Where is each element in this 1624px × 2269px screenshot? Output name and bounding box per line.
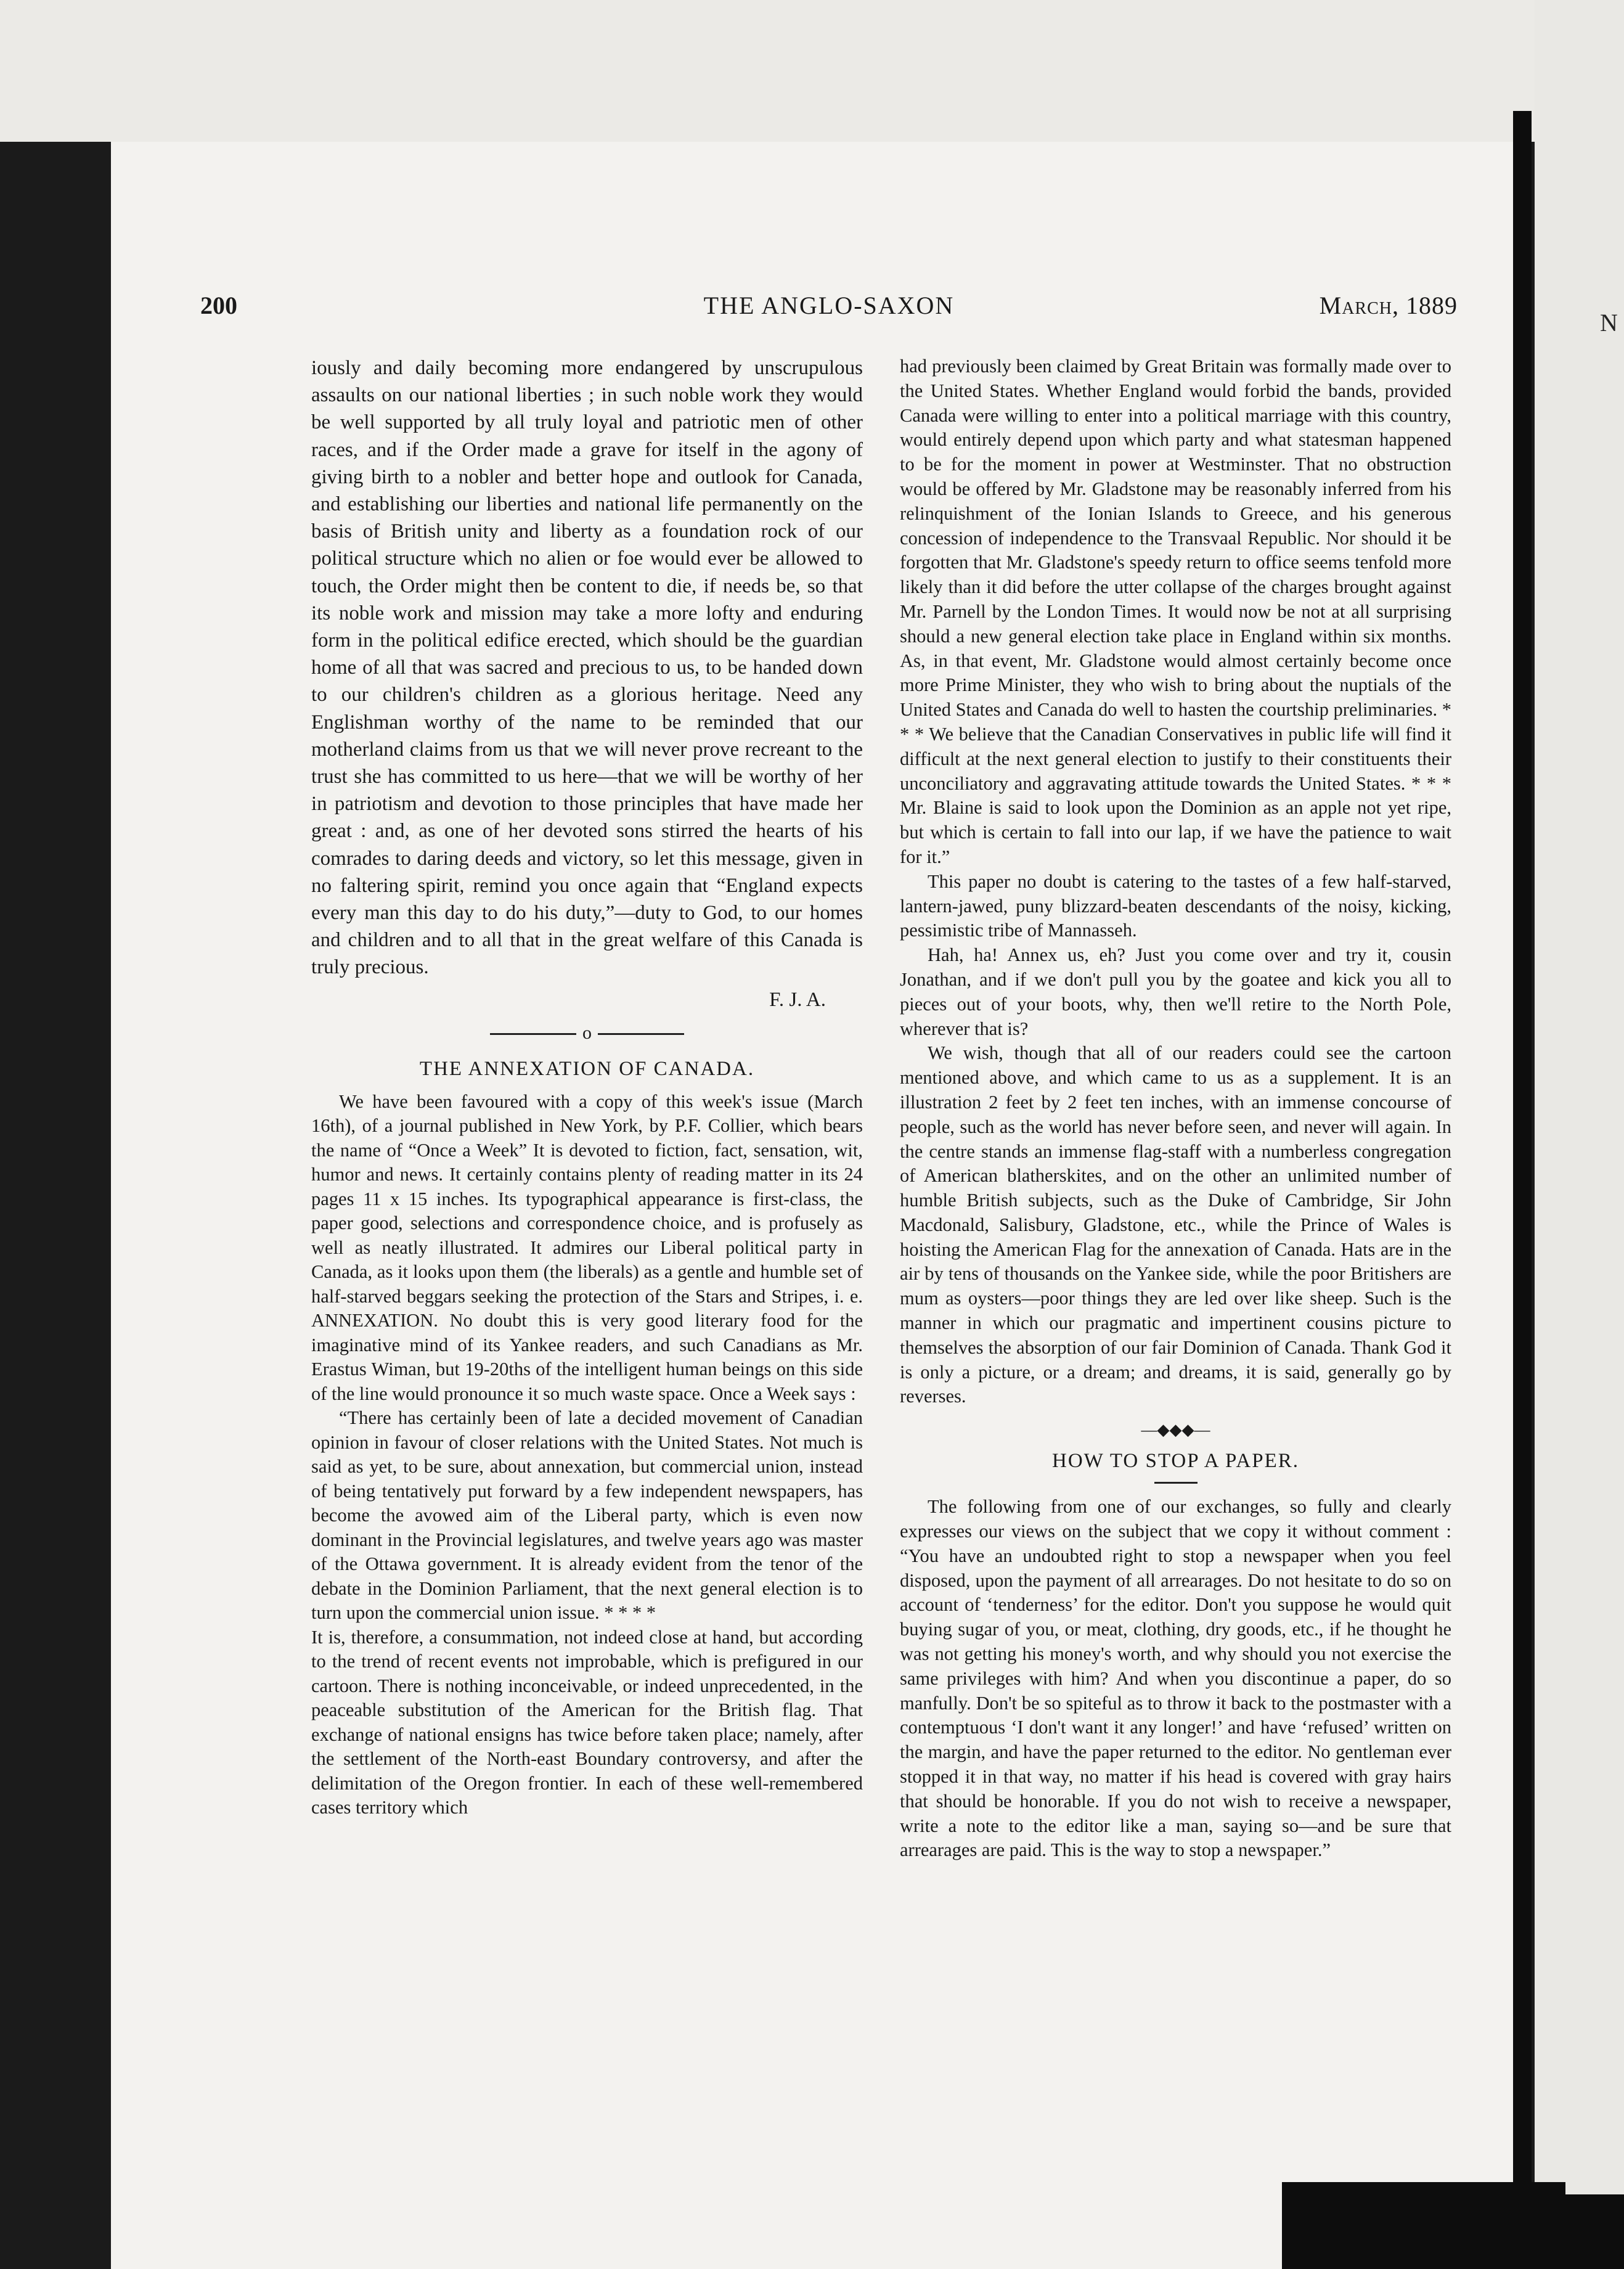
scan-top-margin (0, 0, 1535, 142)
adjacent-page-letter: N (1600, 309, 1618, 337)
stop-paper-paragraph: The following from one of our exchanges, so fully and clearly expresses our views on the subject that we copy it without comment : “You have an undoubted right to stop a newspaper when you feel disposed, upon the payment of all arrearages. Do not hesitate to do so on account of ‘tenderness’ for the editor. Don't you suppose he would quit buying sugar of you, or meat, clothing, dry goods, etc., if he thought he was not getting his money's worth, and why should you not exercise the same privileges with him? And when you discontinue a paper, do so manfully. Don't be so spiteful as to throw it back to the postmaster with a contemptuous ‘I don't want it any longer!’ and have ‘refused’ written on the margin, and have the paper returned to the editor. No gentleman ever stopped it in that way, no matter if his head is covered with gray hairs that should be honorable. If you do not wish to receive a newspaper, write a note to the editor like a man, saying so—and be sure that arrearages are paid. This is the way to stop a newspaper.” (900, 1496, 1451, 1861)
quoted-article-part2: It is, therefore, a consummation, not indeed close at hand, but according to the trend of recent events not improbable, which is prefigured in our cartoon. There is nothing inconceivable, or indeed unprecedented, in the peaceable substitution of the American for the British flag. That exchange of national ensigns has twice before taken place; namely, after the settlement of the North-east Boundary controversy, and after the delimitation of the Oregon frontier. In each of these well-remembered cases territory which (311, 1626, 863, 1818)
page-number: 200 (200, 292, 237, 319)
heading-rule (1154, 1482, 1198, 1484)
annexation-heading: THE ANNEXATION OF CANADA. (419, 1057, 755, 1080)
right-column (900, 354, 1451, 1863)
quoted-article-part1: “There has certainly been of late a decided movement of Canadian opinion in favour of closer relations with the United States. Not much is said as yet, to be sure, about annexation, but commercial union, instead of being tentatively put forward by a few independent newspapers, has become the avowed aim of the Liberal party, which is even now dominant in the Provincial legislatures, and twelve years ago was master of the Ottawa government. It is already evident from the tenor of the debate in the Dominion Parliament, that the next general election is to turn upon the commercial union issue. * * * * (311, 1407, 863, 1624)
annexation-paragraph: We have been favoured with a copy of this week's issue (March 16th), of a journal published in New York, by P.F. Collier, which bears the name of “Once a Week” It is devoted to fiction, fact, sensation, wit, humor and news. It certainly contains plenty of reading matter in its 24 pages 11 x 15 inches. Its typographical appearance is first-class, the paper good, selections and correspondence choice, and is profusely as well as neatly illustrated. It admires our Liberal political party in Canada, as it looks upon them (the liberals) as a gentle and humble set of half-starved beggars seeking the protection of the Stars and Stripes, i. e. ANNEXATION. No doubt this is very good literary food for the imaginative mind of its Yankee readers, and such Canadians as Mr. Erastus Wiman, but 19-20ths of the intelligent human beings on this side of the line would pronounce it so much waste space. Once a Week says : (311, 1090, 863, 1404)
paragraph-tastes: This paper no doubt is catering to the tastes of a few half-starved, lantern-jawed, puny blizzard-beaten descendants of the noisy, kicking, pessimistic tribe of Mannasseh. (900, 870, 1451, 941)
author-signature: F. J. A. (769, 988, 826, 1011)
paragraph-cartoon: We wish, though that all of our readers could see the cartoon mentioned above, and which came to us as a supplement. It is an illustration 2 feet by 2 feet ten inches, with an immense concourse of people, such as the world has never before seen, and never will again. In the centre stands an immense flag-staff with a numberless congregation of American blatherskites, and on the other an unlimited number of humble British subjects, such as the Duke of Cambridge, Sir John Macdonald, Salisbury, Gladstone, etc., while the Prince of Wales is hoisting the American Flag for the annexation of Canada. Hats are in the air by tens of thousands on the Yankee side, while the poor Britishers are mum as oysters—poor things they are led over like sheep. Such is the manner in which our pragmatic and impertinent cousins picture to themselves the absorption of our fair Dominion of Canada. Thank God it is only a picture, or a dream; and dreams, it is said, generally go by reverses. (900, 1042, 1451, 1407)
divider-line-left (490, 1033, 576, 1035)
scan-tabs (1510, 2194, 1624, 2269)
page-binding-edge (1513, 111, 1532, 2207)
stop-paper-heading: HOW TO STOP A PAPER. (1051, 1450, 1299, 1473)
page-header (200, 291, 1458, 328)
divider-line-right (598, 1033, 684, 1035)
adjacent-page-strip (1535, 0, 1624, 2269)
issue-date: March, 1889 (1319, 292, 1458, 319)
ornament-divider: —◆◆◆— (1141, 1421, 1210, 1439)
article-continuation: iously and daily becoming more endangered by unscrupulous assaults on our national liberties ; in such noble work they would be well supported by all truly loyal and patriotic men of other races, and if the Order made a grave for itself in the agony of giving birth to a nobler and better hope and outlook for Canada, and establishing our liberties and national life permanently on the basis of British unity and liberty as a foundation rock of our political structure which no alien or foe would ever be allowed to touch, the Order might then be content to die, if needs be, so that its noble work and mission may take a more lofty and enduring form in the political edifice erected, which should be the guardian home of all that was sacred and precious to us, to be handed down to our children's children as a glorious heritage. Need any Englishman worthy of the name to be reminded that our motherland claims from us that we will never prove recreant to the trust she has committed to us here—that we will be worthy of her in patriotism and devotion to those principles that have made her great : and, as one of her devoted sons stirred the hearts of his comrades to daring deeds and victory, so let this message, given in no faltering spirit, remind you once again that “England expects every man this day to do his duty,”—duty to God, to our homes and children and to all that in the great welfare of this Canada is truly precious. (311, 357, 863, 979)
journal-title: THE ANGLO-SAXON (703, 292, 955, 319)
divider-mark: o (582, 1022, 592, 1043)
paragraph-hah: Hah, ha! Annex us, eh? Just you come over and try it, cousin Jonathan, and if we don't pull you by the goatee and kick you all to pieces out of your boots, why, then we'll retire to the North Pole, wherever that is? (900, 944, 1451, 1039)
section-divider (311, 1020, 863, 1047)
quoted-article-continuation: had previously been claimed by Great Britain was formally made over to the United States. Whether England would forbid the bands, provided Canada were willing to enter into a political marriage with this country, would entirely depend upon which party and what statesman happened to be for the moment in power at Westminster. That no obstruction would be offered by Mr. Gladstone may be reasonably inferred from his relinquishment of the Ionian Islands to Greece, and his generous concession of independence to the Transvaal Republic. Nor should it be forgotten that Mr. Gladstone's speedy return to office seems tenfold more likely than it did before the utter collapse of the charges brought against Mr. Parnell by the London Times. It would now be not at all surprising should a new general election take place in England within six months. As, in that event, Mr. Gladstone would almost certainly become once more Prime Minister, they who wish to bring about the nuptials of the United States and Canada do well to hasten the courtship preliminaries. * * * We believe that the Canadian Conservatives in public life will find it difficult at the next general election to justify to their constituents their unconciliatory and aggravating attitude towards the United States. * * * Mr. Blaine is said to look upon the Dominion as an apple not yet ripe, but which is certain to fall into our lap, if we have the patience to wait for it.” (900, 356, 1451, 867)
left-column (311, 354, 863, 1820)
